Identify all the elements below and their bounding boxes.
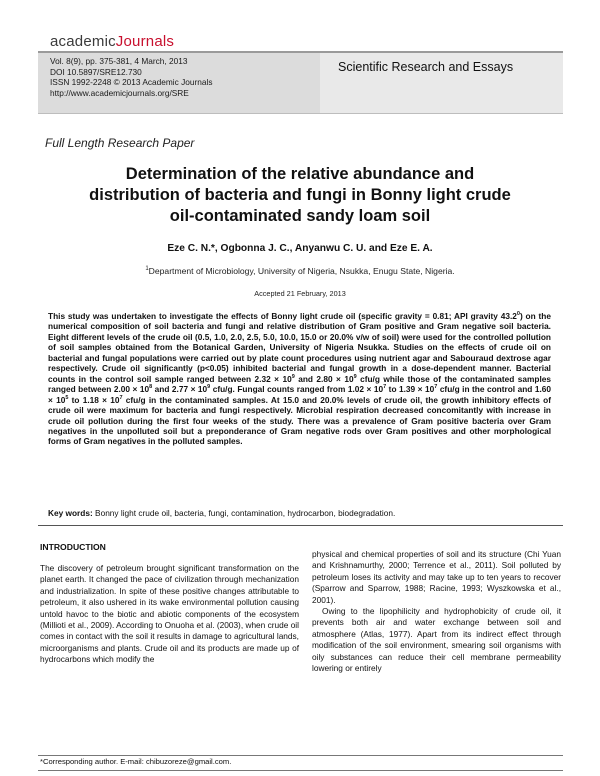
keywords-rule	[38, 525, 563, 526]
intro-right-column	[312, 549, 561, 674]
intro-paragraph: The discovery of petroleum brought significant transformation on the planet earth. It changed the pace of civilization through mechanization and industrialization. In spite of these positive changes attributable to petroleum, it also ushered in its wake environmental pollution causing untold havoc to the biotic and abiotic components of the ecosystem (Millioti et al., 2009). According to Onuoha et al. (2003), when crude oil comes in contact with the soil it results in damage to agricultural lands, microorganisms and plants. Crude oil and its products are made up of hydrocarbons which modify the	[40, 563, 299, 665]
paper-type: Full Length Research Paper	[45, 136, 195, 150]
affiliation	[40, 266, 560, 276]
affiliation-text: Department of Microbiology, University of Nigeria, Nsukka, Enugu State, Nigeria.	[148, 266, 455, 276]
journal-name: Scientific Research and Essays	[338, 60, 514, 74]
abstract-sup: 7	[434, 384, 438, 391]
abstract-text: cfu/g while those of the contaminated samples ranged between 2.00 × 10	[48, 373, 551, 395]
abstract-text: to 1.39 × 10	[386, 384, 435, 395]
publication-meta	[50, 56, 212, 98]
abstract-text: cfu/g. Fungal counts ranged from 1.02 × 10	[210, 384, 384, 395]
meta-issn: ISSN 1992-2248 © 2013 Academic Journals	[50, 77, 213, 88]
logo-text-journals: Journals	[115, 33, 175, 50]
journal-logo	[50, 33, 174, 50]
meta-doi: DOI 10.5897/SRE12.730	[50, 66, 142, 77]
title-line-3: oil-contaminated sandy loam soil	[169, 207, 431, 225]
abstract-sup: 7	[383, 384, 387, 391]
abstract-sup: 9	[207, 384, 211, 391]
abstract-text: cfu/g in the control and 1.60 × 10	[48, 384, 551, 405]
abstract-sup: 7	[119, 394, 123, 401]
meta-volume: Vol. 8(9), pp. 375-381, 4 March, 2013	[50, 56, 188, 66]
title-line-2: distribution of bacteria and fungi in Bonny light crude	[89, 186, 511, 204]
intro-left-column	[40, 563, 299, 666]
section-heading-introduction: INTRODUCTION	[40, 542, 106, 552]
abstract-sup: 8	[149, 384, 153, 391]
abstract-sup: 9	[291, 373, 295, 380]
accepted-date: Accepted 21 February, 2013	[254, 289, 346, 298]
abstract-text: and 2.77 × 10	[152, 384, 208, 395]
header-bottom-rule	[38, 113, 563, 114]
logo-text-academic: academic	[50, 33, 116, 50]
title-line-1: Determination of the relative abundance and	[125, 165, 475, 183]
abstract-text: This study was undertaken to investigate the effects of Bonny light crude oil (specific gravity = 0.81; API gravity 43.2	[48, 311, 517, 321]
abstract-sup: 9	[353, 373, 357, 380]
abstract-text: cfu/g in the contaminated samples. At 15.0 and 20.0% levels of crude oil, the growth inhibitory effects of crude oil were maximum for bacteria and fungi respectively. Microbial respiration decreased concomitantly with increase in crude oil pollution during the first four weeks of the study. There was a prevalence of Gram positive bacteria over Gram negatives in the unpolluted soil but a preponderance of Gram negative rods over Gram positives and other morphological forms of Gram negatives in the polluted samples.	[48, 394, 551, 447]
intro-paragraph: physical and chemical properties of soil and its structure (Chi Yuan and Krishnamurthy, 2000; Terrence et al., 2011). Soil polluted by petroleum loses its activity and may take up to ten years to recover (Sparrow and Sparrow, 1988; Racine, 1993; Wyszkowska et al., 2001).	[312, 549, 561, 605]
abstract-text: to 1.18 × 10	[68, 394, 120, 405]
intro-paragraph: Owing to the lipophilicity and hydrophobicity of crude oil, it prevents both air and water exchange between soil and atmosphere (Atlas, 1977). Apart from its indirect effect through modification of the soil environment, smearing soil organisms with oily substances can reduce their cell membrane permeability lowering or entirely	[312, 606, 561, 674]
corresponding-author-footnote: *Corresponding author. E-mail: chibuzoreze@gmail.com.	[40, 757, 232, 766]
keywords-label: Key words:	[48, 508, 93, 518]
abstract	[48, 311, 551, 447]
meta-url[interactable]: http://www.academicjournals.org/SRE	[50, 87, 189, 98]
abstract-sup: 5	[65, 394, 69, 401]
abstract-text: and 2.80 × 10	[294, 373, 354, 384]
keywords	[48, 508, 553, 518]
affiliation-marker: 1	[145, 266, 149, 273]
keywords-text: Bonny light crude oil, bacteria, fungi, contamination, hydrocarbon, biodegradation.	[92, 508, 396, 518]
abstract-text: ) on the numerical composition of soil bacteria and fungi and relative distribution of Gram positive and Gram negative soil bacteria. Eight different levels of the crude oil (0.5, 1.0, 2.0, 2.5, 5.0, 10.0, 15.0 or 20.0% v/w of soil) were used for the controlled pollution of soil samples obtained from the Botanical Garden, University of Nigeria Nsukka. Studies on the effects of crude oil on bacterial and fungal populations were carried out by plate count procedures using nutrient agar and Sabouraud dextrose agar respectively. Crude oil significantly (p<0.05) inhibited bacterial and fungal growth in a dose-dependent manner. Bacterial counts in the control soil sample ranged between 2.32 × 10	[48, 311, 551, 384]
authors: Eze C. N.*, Ogbonna J. C., Anyanwu C. U. and Eze E. A.	[167, 243, 433, 254]
paper-title	[40, 164, 560, 227]
abstract-sup: 0	[516, 311, 520, 318]
